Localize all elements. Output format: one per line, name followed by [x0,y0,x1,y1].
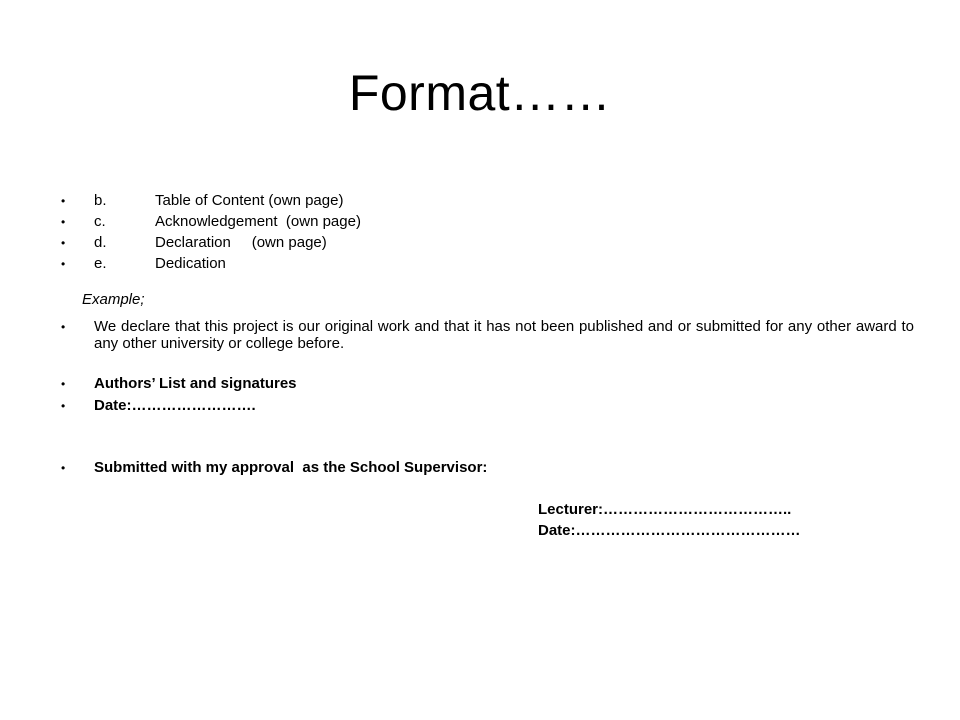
submitted-line: Submitted with my approval as the School Supervisor: [94,459,488,476]
bullet-icon: • [61,194,66,208]
bullet-icon: • [61,377,66,391]
date-item [0,397,960,415]
authors-item [0,375,960,393]
list-item-e [0,255,960,273]
declaration-item [0,318,960,354]
item-letter: e. [94,255,107,272]
list-item-d [0,234,960,252]
item-letter: c. [94,213,106,230]
supervisor-date-line: Date:……………………………………… [538,522,801,539]
item-letter: d. [94,234,107,251]
list-item-b [0,192,960,210]
slide-title: Format…… [348,65,612,121]
bullet-icon: • [61,461,66,475]
item-text: Acknowledgement (own page) [155,213,361,230]
item-text: Declaration (own page) [155,234,327,251]
item-letter: b. [94,192,107,209]
item-text: Table of Content (own page) [155,192,344,209]
bullet-icon: • [61,399,66,413]
submitted-item [0,459,960,477]
bullet-icon: • [61,257,66,271]
bullet-icon: • [61,320,66,334]
list-item-c [0,213,960,231]
declaration-text: We declare that this project is our original work and that it has not been published and or submitted for any other award to any other university or college before. [94,318,914,352]
bullet-icon: • [61,215,66,229]
example-label: Example; [82,291,145,308]
lecturer-line: Lecturer:……………………………….. [538,501,792,518]
authors-label: Authors’ List and signatures [94,375,297,392]
date-line: Date:……………………. [94,397,256,414]
bullet-icon: • [61,236,66,250]
item-text: Dedication [155,255,226,272]
